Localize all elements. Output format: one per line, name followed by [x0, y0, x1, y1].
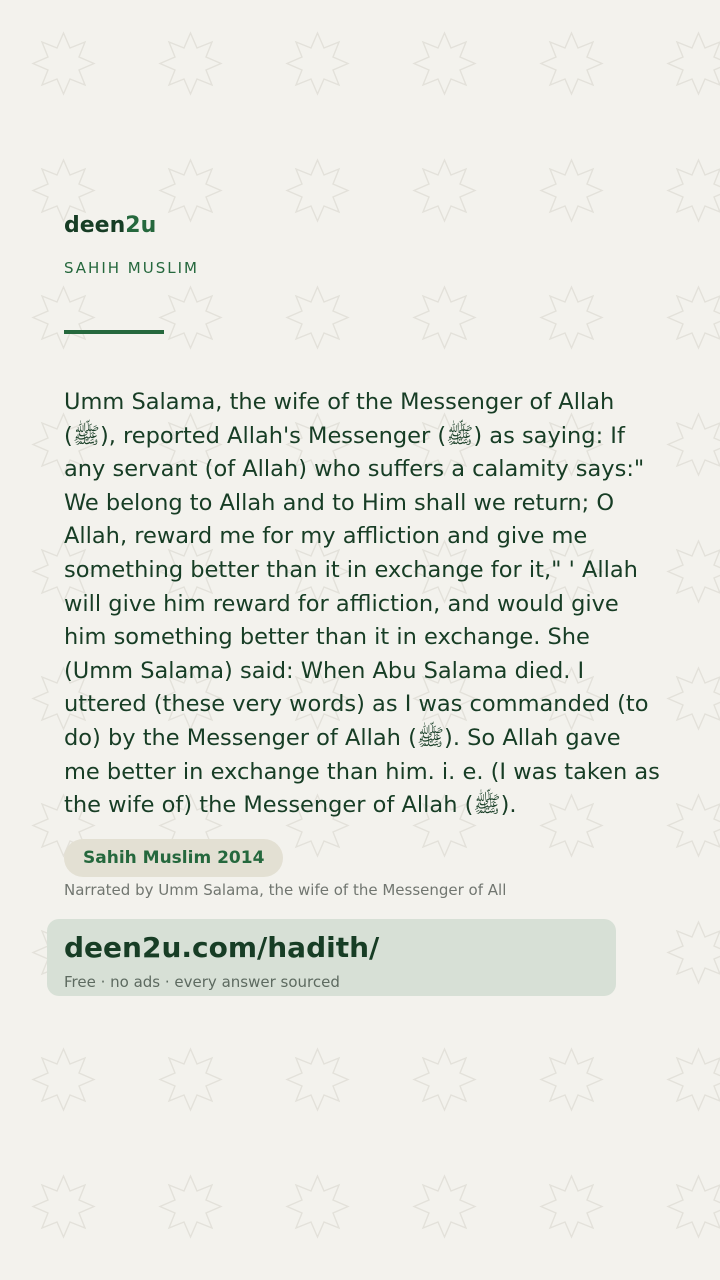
brand-name-accent: 2u: [125, 213, 157, 238]
hadith-text: Umm Salama, the wife of the Messenger of Allah (ﷺ), reported Allah's Messenger (ﷺ) as saying: If any servant (of Allah) who suffers a calamity says:" We belong to Allah and to Him shall we return; O Allah, reward me for my affliction and give me something better than it in exchange for it," ' Allah will give him reward for affliction, and would give him something better than it in exchange. She (Umm Salama) said: When Abu Salama died. I uttered (these very words) as I was commanded (to do) by the Messenger of Allah (ﷺ). So Allah gave me better in exchange than him. i. e. (I was taken as the wife of) the Messenger of Allah (ﷺ).: [64, 389, 660, 819]
collection-label: SAHIH MUSLIM: [64, 259, 199, 277]
divider-rule: [64, 330, 164, 334]
cta-card[interactable]: [47, 919, 616, 996]
reference-badge[interactable]: Sahih Muslim 2014: [64, 839, 283, 877]
narrator-line: Narrated by Umm Salama, the wife of the Messenger of All: [64, 881, 507, 899]
cta-tagline: Free · no ads · every answer sourced: [64, 973, 340, 991]
cta-url-link[interactable]: deen2u.com/hadith/: [64, 931, 380, 964]
brand-name-primary: deen: [64, 213, 126, 238]
brand-logo: [64, 211, 156, 241]
